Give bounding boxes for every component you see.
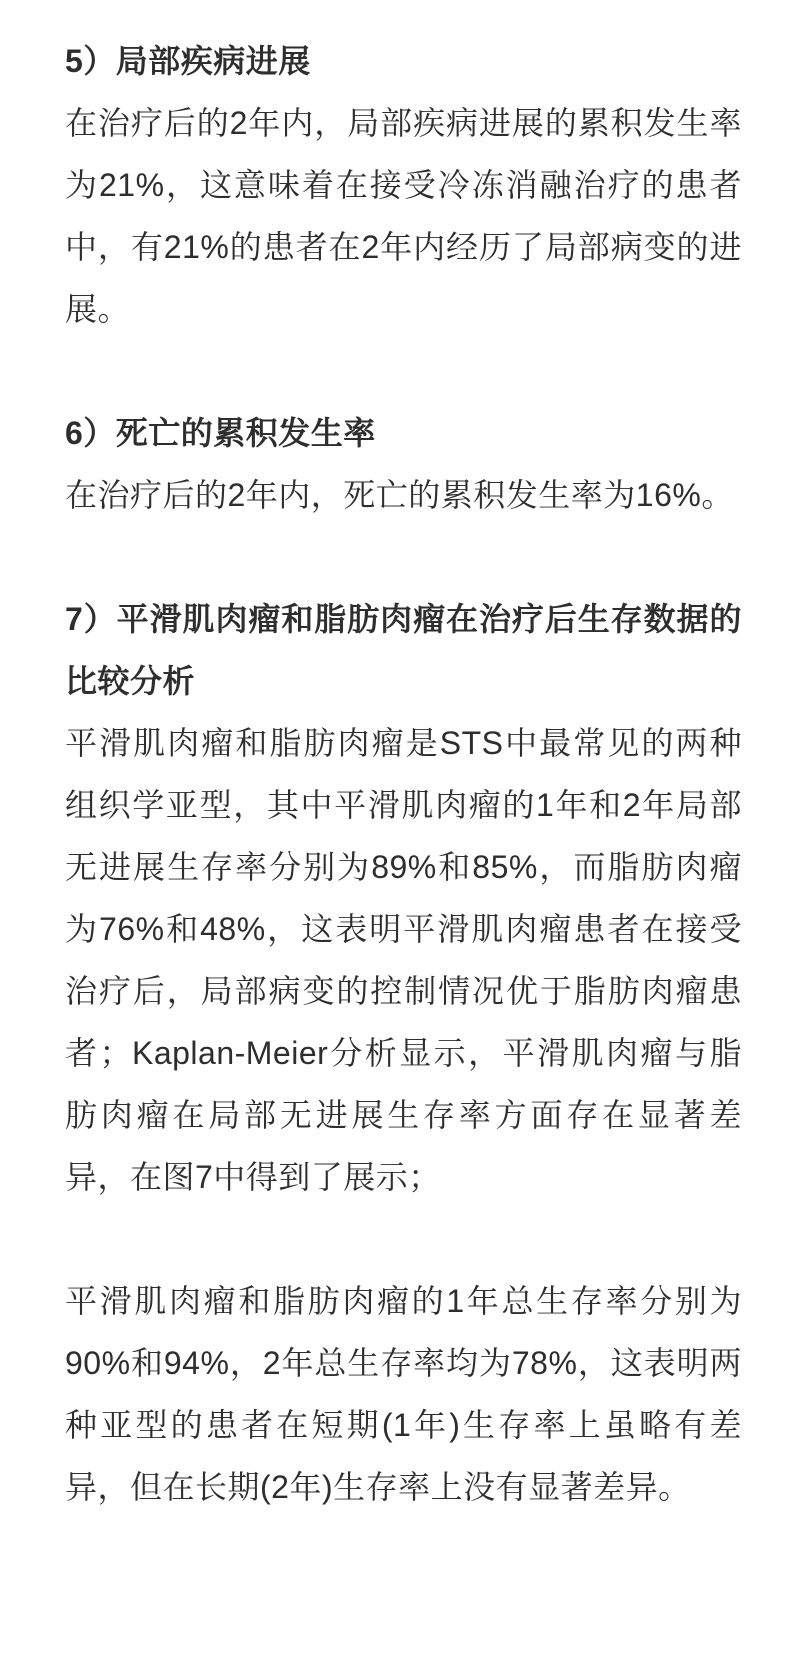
body-paragraph: 平滑肌肉瘤和脂肪肉瘤是STS中最常见的两种组织学亚型，其中平滑肌肉瘤的1年和2年局部无进展生存率分别为89%和85%，而脂肪肉瘤为76%和48%，这表明平滑肌肉瘤患者在接受治疗后，局部病变的控制情况优于脂肪肉瘤患者；Kaplan-Meier分析显示，平滑肌肉瘤与脂肪肉瘤在局部无进展生存率方面存在显著差异，在图7中得到了展示； [65,725,742,1195]
section-heading: 7）平滑肌肉瘤和脂肪肉瘤在治疗后生存数据的比较分析 [65,601,742,699]
body-paragraph: 平滑肌肉瘤和脂肪肉瘤的1年总生存率分别为90%和94%，2年总生存率均为78%，这表明两种亚型的患者在短期(1年)生存率上虽略有差异，但在长期(2年)生存率上没有显著差异。 [65,1283,742,1505]
section-heading: 5）局部疾病进展 [65,43,311,79]
body-paragraph: 在治疗后的2年内，局部疾病进展的累积发生率为21%，这意味着在接受冷冻消融治疗的患者中，有21%的患者在2年内经历了局部病变的进展。 [65,105,742,327]
section-heading: 6）死亡的累积发生率 [65,415,376,451]
body-paragraph: 在治疗后的2年内，死亡的累积发生率为16%。 [65,477,734,513]
